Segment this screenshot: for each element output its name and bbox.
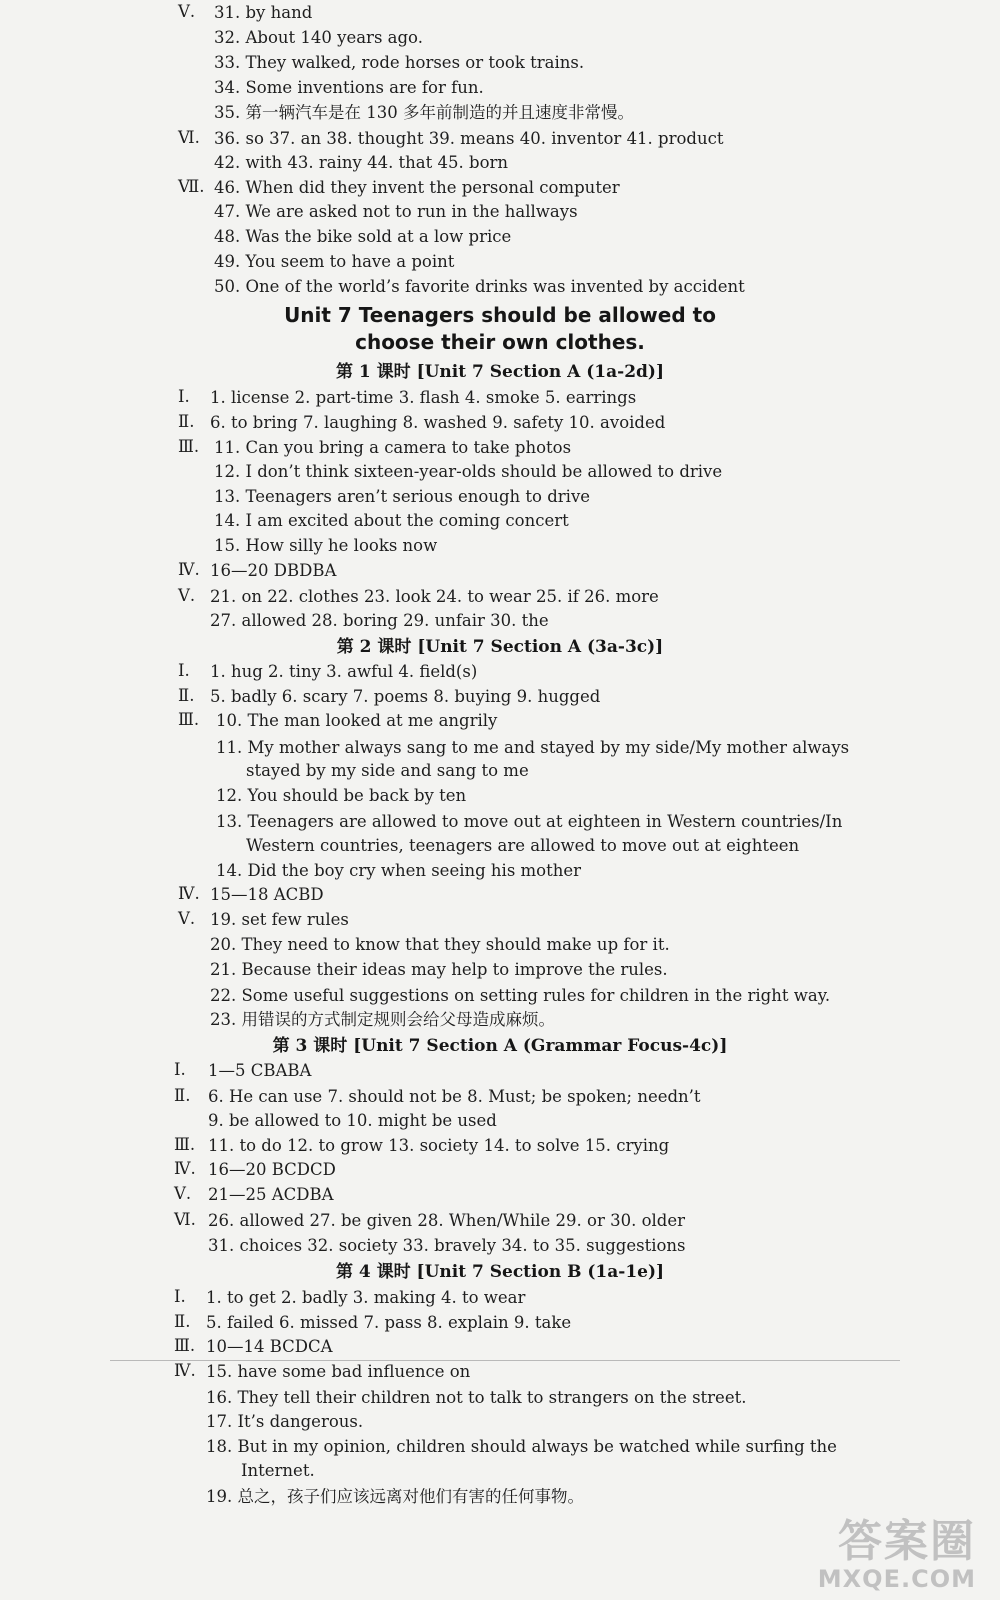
answer-line: 1. license 2. part-time 3. flash 4. smoke 5. earrings xyxy=(210,388,637,407)
answer-line: 27. allowed 28. boring 29. unfair 30. the xyxy=(210,611,549,630)
answer-line: 16. They tell their children not to talk to strangers on the street. xyxy=(206,1388,747,1407)
roman-numeral: Ⅴ. xyxy=(178,2,196,21)
roman-numeral: Ⅴ. xyxy=(174,1184,192,1203)
answer-line: 14. I am excited about the coming concert xyxy=(214,511,569,530)
answer-line: 34. Some inventions are for fun. xyxy=(214,78,484,97)
answer-line: 1—5 CBABA xyxy=(208,1061,312,1080)
roman-numeral: Ⅵ. xyxy=(178,128,200,147)
answer-line: 46. When did they invent the personal computer xyxy=(214,178,620,197)
answer-line: 20. They need to know that they should make up for it. xyxy=(210,935,670,954)
roman-numeral: Ⅲ. xyxy=(178,437,200,456)
answer-line: 1. hug 2. tiny 3. awful 4. field(s) xyxy=(210,662,478,681)
answer-line: 13. Teenagers are allowed to move out at eighteen in Western countries/In xyxy=(216,812,843,831)
unit-title-line-2: choose their own clothes. xyxy=(355,330,645,354)
answer-line: 13. Teenagers aren’t serious enough to drive xyxy=(214,487,591,506)
answer-line: 11. Can you bring a camera to take photos xyxy=(214,438,572,457)
roman-numeral: Ⅲ. xyxy=(174,1336,196,1355)
unit-title-line-1: Unit 7 Teenagers should be allowed to xyxy=(284,303,716,327)
answer-line: 12. I don’t think sixteen-year-olds should be allowed to drive xyxy=(214,462,723,481)
roman-numeral: Ⅰ. xyxy=(174,1060,186,1079)
answer-line-continued: stayed by my side and sang to me xyxy=(246,761,529,780)
roman-numeral: Ⅱ. xyxy=(178,686,195,705)
roman-numeral: Ⅱ. xyxy=(178,412,195,431)
answer-line-continued: Internet. xyxy=(241,1461,315,1480)
answer-line: 21. on 22. clothes 23. look 24. to wear 25. if 26. more xyxy=(210,587,659,606)
watermark-logo: 答案圈 xyxy=(838,1516,976,1567)
answer-line: 17. It’s dangerous. xyxy=(206,1412,364,1431)
answer-line: 32. About 140 years ago. xyxy=(214,28,423,47)
answer-line: 15. have some bad influence on xyxy=(206,1362,471,1381)
answer-line: 5. failed 6. missed 7. pass 8. explain 9. take xyxy=(206,1313,572,1332)
roman-numeral: Ⅳ. xyxy=(178,884,200,903)
answer-line: 10—14 BCDCA xyxy=(206,1337,333,1356)
section-heading: 第 1 课时 [Unit 7 Section A (1a-2d)] xyxy=(335,362,664,382)
answer-line: 47. We are asked not to run in the hallways xyxy=(214,202,578,221)
answer-line: 6. to bring 7. laughing 8. washed 9. safety 10. avoided xyxy=(210,413,666,432)
roman-numeral: Ⅱ. xyxy=(174,1086,191,1105)
answer-line: 42. with 43. rainy 44. that 45. born xyxy=(214,153,509,172)
roman-numeral: Ⅰ. xyxy=(178,387,190,406)
watermark xyxy=(818,1518,976,1592)
roman-numeral: Ⅱ. xyxy=(174,1312,191,1331)
section-heading: 第 4 课时 [Unit 7 Section B (1a-1e)] xyxy=(335,1262,665,1282)
answer-line: 36. so 37. an 38. thought 39. means 40. inventor 41. product xyxy=(214,129,724,148)
answer-line: 26. allowed 27. be given 28. When/While 29. or 30. older xyxy=(208,1211,685,1230)
answer-line: 31. choices 32. society 33. bravely 34. to 35. suggestions xyxy=(208,1236,686,1255)
answer-line: 12. You should be back by ten xyxy=(216,786,467,805)
roman-numeral: Ⅲ. xyxy=(178,710,200,729)
watermark-url: MXQE.COM xyxy=(817,1565,976,1593)
section-heading: 第 2 课时 [Unit 7 Section A (3a-3c)] xyxy=(336,637,664,657)
answer-line: 19. 总之，孩子们应该远离对他们有害的任何事物。 xyxy=(206,1487,584,1506)
answer-line: 15—18 ACBD xyxy=(210,885,324,904)
roman-numeral: Ⅲ. xyxy=(174,1135,196,1154)
roman-numeral: Ⅶ. xyxy=(178,177,205,196)
answer-line: 18. But in my opinion, children should always be watched while surfing the xyxy=(206,1437,837,1456)
answer-line: 11. to do 12. to grow 13. society 14. to solve 15. crying xyxy=(208,1136,670,1155)
answer-line: 9. be allowed to 10. might be used xyxy=(208,1111,497,1130)
answer-line-continued: Western countries, teenagers are allowed to move out at eighteen xyxy=(246,836,800,855)
section-heading: 第 3 课时 [Unit 7 Section A (Grammar Focus-4c)] xyxy=(272,1036,728,1056)
answer-line: 10. The man looked at me angrily xyxy=(216,711,498,730)
answer-line: 33. They walked, rode horses or took trains. xyxy=(214,53,585,72)
roman-numeral: Ⅴ. xyxy=(178,586,196,605)
answer-line: 21—25 ACDBA xyxy=(208,1185,334,1204)
answer-line: 15. How silly he looks now xyxy=(214,536,438,555)
roman-numeral: Ⅳ. xyxy=(178,560,200,579)
answer-line: 6. He can use 7. should not be 8. Must; be spoken; needn’t xyxy=(208,1087,701,1106)
answer-line: 16—20 BCDCD xyxy=(208,1160,336,1179)
answer-line: 1. to get 2. badly 3. making 4. to wear xyxy=(206,1288,526,1307)
answer-line: 21. Because their ideas may help to improve the rules. xyxy=(210,960,668,979)
answer-line: 5. badly 6. scary 7. poems 8. buying 9. hugged xyxy=(210,687,601,706)
answer-line: 11. My mother always sang to me and stayed by my side/My mother always xyxy=(216,738,850,757)
answer-line: 31. by hand xyxy=(214,3,313,22)
roman-numeral: Ⅳ. xyxy=(174,1159,196,1178)
answer-line: 50. One of the world’s favorite drinks was invented by accident xyxy=(214,277,745,296)
roman-numeral: Ⅰ. xyxy=(178,661,190,680)
answer-line: 48. Was the bike sold at a low price xyxy=(214,227,512,246)
answer-line: 35. 第一辆汽车是在 130 多年前制造的并且速度非常慢。 xyxy=(214,103,634,122)
roman-numeral: Ⅵ. xyxy=(174,1210,196,1229)
answer-line: 22. Some useful suggestions on setting rules for children in the right way. xyxy=(210,986,831,1005)
roman-numeral: Ⅰ. xyxy=(174,1287,186,1306)
answer-line: 49. You seem to have a point xyxy=(214,252,455,271)
answer-line: 16—20 DBDBA xyxy=(210,561,337,580)
roman-numeral: Ⅳ. xyxy=(174,1361,196,1380)
answer-line: 23. 用错误的方式制定规则会给父母造成麻烦。 xyxy=(210,1010,555,1029)
answer-line: 14. Did the boy cry when seeing his mother xyxy=(216,861,582,880)
roman-numeral: Ⅴ. xyxy=(178,909,196,928)
answer-line: 19. set few rules xyxy=(210,910,349,929)
